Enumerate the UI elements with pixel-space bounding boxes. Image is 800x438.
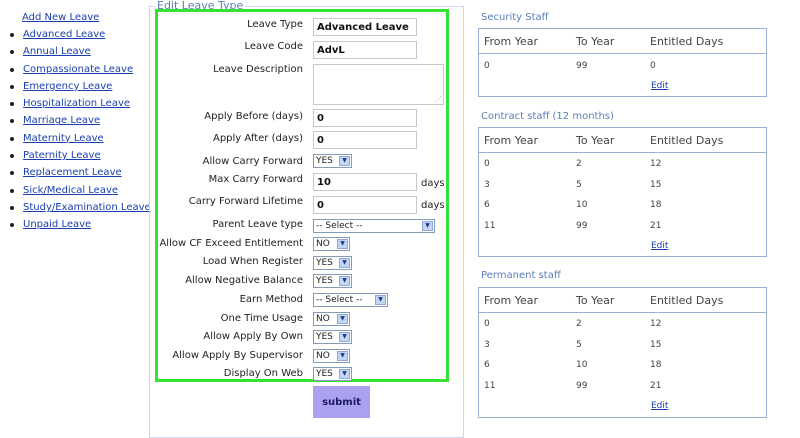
nav-link[interactable]: Study/Examination Leave — [23, 201, 151, 213]
nav-item-compassionate-leave[interactable] — [0, 64, 151, 81]
nav-link[interactable]: Emergency Leave — [23, 80, 113, 92]
cell: 10 — [576, 360, 588, 370]
bullet-icon — [10, 171, 14, 175]
nav-link[interactable]: Annual Leave — [23, 46, 91, 58]
allow-negative-balance-select[interactable]: YES ▼ — [313, 274, 352, 288]
cell: 2 — [576, 319, 582, 329]
allow-negative-balance-label: Allow Negative Balance — [185, 275, 303, 286]
nav-item-emergency-leave[interactable] — [0, 81, 151, 98]
max-carry-forward-unit: days — [421, 178, 445, 189]
carry-forward-lifetime-unit: days — [421, 200, 445, 211]
cell: 6 — [484, 360, 490, 370]
max-carry-forward-input[interactable]: 10 — [313, 173, 417, 191]
leave-type-label: Leave Type — [247, 19, 303, 30]
nav-item-advanced-leave[interactable] — [0, 29, 151, 46]
allow-apply-by-supervisor-label: Allow Apply By Supervisor — [172, 350, 303, 361]
allow-apply-by-own-label: Allow Apply By Own — [203, 331, 303, 342]
nav-item-hospitalization-leave[interactable] — [0, 98, 151, 115]
one-time-usage-select[interactable]: NO ▼ — [313, 312, 350, 326]
bullet-icon — [10, 102, 14, 106]
parent-leave-type-select[interactable]: -- Select -- ▼ — [313, 219, 435, 233]
one-time-usage-label: One Time Usage — [220, 313, 303, 324]
col-header-to-year: To Year — [576, 134, 615, 147]
nav-item-unpaid-leave[interactable] — [0, 219, 151, 236]
col-header-from-year: From Year — [484, 35, 539, 48]
apply-before-label: Apply Before (days) — [204, 111, 303, 122]
bullet-icon — [10, 50, 14, 54]
contract-staff-edit-link[interactable]: Edit — [651, 241, 669, 251]
cell: 12 — [650, 159, 662, 169]
nav-link[interactable]: Advanced Leave — [23, 29, 106, 40]
security-staff-table — [478, 28, 767, 97]
nav-link[interactable]: Compassionate Leave — [23, 63, 134, 75]
cell: 99 — [576, 381, 588, 391]
resize-grip-icon[interactable]: ⋰ — [435, 95, 442, 103]
cell: 5 — [576, 180, 582, 190]
chevron-down-icon[interactable]: ▼ — [339, 369, 350, 379]
chevron-down-icon[interactable]: ▼ — [339, 156, 350, 166]
bullet-icon — [10, 119, 14, 123]
cell: 0 — [484, 159, 490, 169]
cell: 2 — [576, 159, 582, 169]
permanent-staff-edit-link[interactable]: Edit — [651, 401, 669, 411]
security-staff-title: Security Staff — [481, 12, 549, 23]
nav-link[interactable]: Maternity Leave — [23, 132, 104, 144]
bullet-icon — [10, 33, 14, 37]
form-legend: Edit Leave Type — [157, 0, 244, 12]
cell: 15 — [650, 340, 662, 350]
allow-apply-by-own-select[interactable]: YES ▼ — [313, 330, 352, 344]
cell: 18 — [650, 200, 662, 210]
nav-link[interactable]: Marriage Leave — [23, 115, 101, 127]
add-new-leave-link[interactable]: Add New Leave — [22, 12, 100, 23]
permanent-staff-title: Permanent staff — [481, 270, 561, 281]
nav-link[interactable]: Paternity Leave — [23, 150, 101, 162]
cell: 0 — [484, 61, 490, 71]
cell: 3 — [484, 340, 490, 350]
nav-link[interactable]: Sick/Medical Leave — [23, 184, 119, 196]
permanent-staff-table — [478, 287, 767, 418]
cell: 21 — [650, 381, 662, 391]
load-when-register-label: Load When Register — [202, 256, 303, 267]
col-header-entitled-days: Entitled Days — [650, 294, 724, 307]
nav-item-sick-medical-leave[interactable] — [0, 185, 151, 202]
col-header-entitled-days: Entitled Days — [650, 134, 724, 147]
table-header — [479, 288, 766, 313]
col-header-from-year: From Year — [484, 134, 539, 147]
apply-before-input[interactable]: 0 — [313, 109, 417, 127]
cell: 5 — [576, 340, 582, 350]
nav-item-replacement-leave[interactable] — [0, 167, 151, 184]
table-header — [479, 128, 766, 153]
bullet-icon — [10, 137, 14, 141]
allow-cf-exceed-select[interactable]: NO ▼ — [313, 237, 350, 251]
allow-apply-by-supervisor-select[interactable]: NO ▼ — [313, 349, 350, 363]
cell: 11 — [484, 221, 496, 231]
leave-description-textarea[interactable] — [313, 64, 444, 105]
contract-staff-table — [478, 127, 767, 257]
bullet-icon — [10, 206, 14, 210]
nav-item-marriage-leave[interactable] — [0, 115, 151, 132]
leave-type-list — [0, 29, 151, 237]
nav-link[interactable]: Hospitalization Leave — [23, 98, 131, 110]
nav-item-paternity-leave[interactable] — [0, 150, 151, 167]
col-header-entitled-days: Entitled Days — [650, 35, 724, 48]
nav-item-annual-leave[interactable] — [0, 46, 151, 63]
contract-staff-title: Contract staff (12 months) — [481, 111, 614, 122]
allow-carry-forward-select[interactable]: YES ▼ — [313, 154, 352, 168]
chevron-down-icon[interactable]: ▼ — [339, 258, 350, 268]
col-header-from-year: From Year — [484, 294, 539, 307]
cell: 10 — [576, 200, 588, 210]
col-header-to-year: To Year — [576, 294, 615, 307]
cell: 99 — [576, 61, 588, 71]
nav-item-study-examination-leave[interactable] — [0, 202, 151, 219]
cell: 3 — [484, 180, 490, 190]
leave-type-input[interactable]: Advanced Leave — [313, 18, 417, 36]
col-header-to-year: To Year — [576, 35, 615, 48]
chevron-down-icon[interactable]: ▼ — [339, 332, 350, 342]
bullet-icon — [10, 223, 14, 227]
security-staff-edit-link[interactable]: Edit — [651, 81, 669, 91]
apply-after-label: Apply After (days) — [212, 133, 303, 144]
cell: 12 — [650, 319, 662, 329]
max-carry-forward-label: Max Carry Forward — [208, 174, 303, 185]
nav-link[interactable]: Unpaid Leave — [23, 219, 92, 231]
bullet-icon — [10, 85, 14, 89]
allow-cf-exceed-label: Allow CF Exceed Entitlement — [159, 238, 303, 249]
table-header — [479, 29, 766, 54]
submit-button[interactable]: submit — [313, 386, 370, 418]
carry-forward-lifetime-input[interactable]: 0 — [313, 196, 417, 214]
earn-method-label: Earn Method — [239, 294, 303, 305]
carry-forward-lifetime-label: Carry Forward Lifetime — [188, 196, 303, 207]
chevron-down-icon[interactable]: ▼ — [375, 295, 386, 305]
nav-item-maternity-leave[interactable] — [0, 133, 151, 150]
cell: 0 — [650, 61, 656, 71]
cell: 99 — [576, 221, 588, 231]
chevron-down-icon[interactable]: ▼ — [339, 276, 350, 286]
load-when-register-select[interactable]: YES ▼ — [313, 256, 352, 270]
display-on-web-label: Display On Web — [223, 368, 303, 379]
cell: 15 — [650, 180, 662, 190]
cell: 6 — [484, 200, 490, 210]
cell: 0 — [484, 319, 490, 329]
parent-leave-type-label: Parent Leave type — [212, 219, 303, 230]
cell: 11 — [484, 381, 496, 391]
bullet-icon — [10, 154, 14, 158]
earn-method-select[interactable]: -- Select -- ▼ — [313, 293, 388, 307]
leave-description-label: Leave Description — [213, 64, 303, 75]
nav-link[interactable]: Replacement Leave — [23, 167, 122, 179]
leave-code-label: Leave Code — [244, 41, 303, 52]
cell: 21 — [650, 221, 662, 231]
chevron-down-icon[interactable]: ▼ — [337, 314, 348, 324]
cell: 18 — [650, 360, 662, 370]
chevron-down-icon[interactable]: ▼ — [337, 239, 348, 249]
bullet-icon — [10, 189, 14, 193]
leave-code-input[interactable]: AdvL — [313, 41, 417, 59]
display-on-web-select[interactable]: YES ▼ — [313, 367, 352, 381]
allow-carry-forward-label: Allow Carry Forward — [202, 156, 303, 167]
apply-after-input[interactable]: 0 — [313, 131, 417, 149]
chevron-down-icon[interactable]: ▼ — [422, 221, 433, 231]
chevron-down-icon[interactable]: ▼ — [337, 351, 348, 361]
bullet-icon — [10, 68, 14, 72]
